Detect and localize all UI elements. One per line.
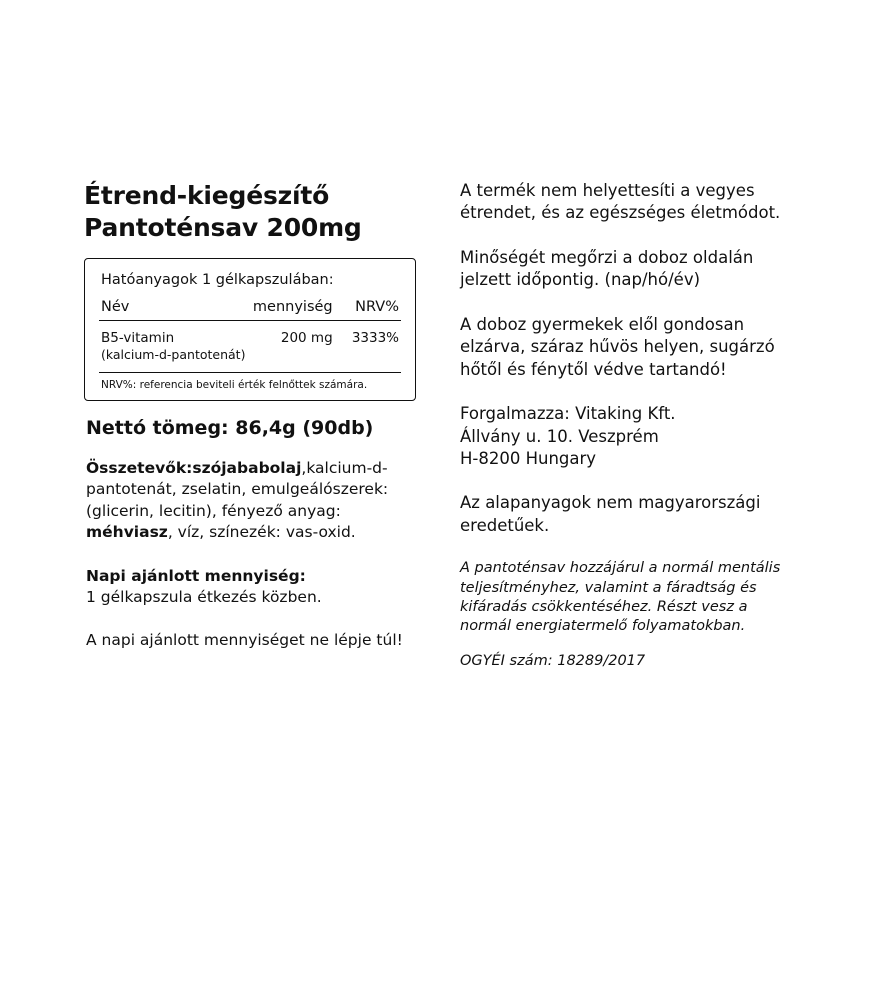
ingredients-text-end: , víz, színezék: vas-oxid. xyxy=(167,523,356,542)
nutrient-amount: 200 mg xyxy=(280,329,333,346)
nutrient-name: B5-vitamin xyxy=(101,329,175,346)
page-title xyxy=(84,180,416,244)
distributor-line-2: Állvány u. 10. Veszprém xyxy=(460,426,659,446)
product-title-line-1: Étrend-kiegészítő xyxy=(84,181,330,210)
ingredients-heading: Összetevők: xyxy=(86,459,193,478)
right-column xyxy=(460,180,784,671)
origin-text: Az alapanyagok nem magyarországi eredetűek. xyxy=(460,493,761,535)
registration-number: OGYÉI szám: 18289/2017 xyxy=(460,653,646,670)
column-header-amount: mennyiség xyxy=(249,299,349,321)
health-claim-text: A pantoténsav hozzájárul a normál mentális teljesítményhez, valamint a fáradtság és kifáradás csökkentéséhez. Részt vesz a normál energiatermelő folyamatokban. xyxy=(460,560,781,635)
column-header-nrv: NRV% xyxy=(349,299,401,321)
nutrition-footnote: NRV%: referencia beviteli érték felnőttek számára. xyxy=(101,378,368,391)
nutrient-source: (kalcium-d-pantotenát) xyxy=(101,346,246,362)
label-columns xyxy=(84,180,784,674)
distributor-block xyxy=(460,403,784,470)
dosage-block xyxy=(86,566,416,609)
nutrient-name-cell xyxy=(99,320,249,362)
best-before-text: Minőségét megőrzi a doboz oldalán jelzett időpontig. (nap/hó/év) xyxy=(460,247,754,290)
nutrient-nrv: 3333% xyxy=(351,329,399,346)
table-row xyxy=(99,320,401,362)
nutrition-footnote-divider xyxy=(99,372,401,392)
warning-text: A napi ajánlott mennyiséget ne lépje túl! xyxy=(86,631,403,650)
nutrition-table xyxy=(99,299,401,362)
ingredients-bold-second: méhviasz xyxy=(86,523,168,542)
ingredients-text-middle: ,kalcium-d-pantotenát, zselatin, emulgeálószerek: (glicerin, lecitin), fényező anyag: xyxy=(86,459,389,520)
nutrition-facts-box xyxy=(84,258,416,402)
nutrition-heading: Hatóanyagok 1 gélkapszulában: xyxy=(101,271,334,288)
left-column xyxy=(84,180,416,674)
ingredients-block xyxy=(86,458,416,544)
column-header-name: Név xyxy=(99,299,249,321)
ingredients-bold-first: szójababolaj xyxy=(192,459,302,478)
distributor-line-1: Forgalmazza: Vitaking Kft. xyxy=(460,404,676,424)
table-header-row xyxy=(99,299,401,321)
product-title-line-2: Pantoténsav 200mg xyxy=(84,212,362,242)
net-weight: Nettó tömeg: 86,4g (90db) xyxy=(86,417,374,440)
storage-text: A doboz gyermekek elől gondosan elzárva, száraz hűvös helyen, sugárzó hőtől és fénytől védve tartandó! xyxy=(460,314,775,379)
dosage-heading: Napi ajánlott mennyiség: xyxy=(86,566,306,585)
dosage-text: 1 gélkapszula étkezés közben. xyxy=(86,587,322,606)
distributor-line-3: H-8200 Hungary xyxy=(460,448,597,468)
disclaimer-text: A termék nem helyettesíti a vegyes étrendet, és az egészséges életmódot. xyxy=(460,181,781,223)
